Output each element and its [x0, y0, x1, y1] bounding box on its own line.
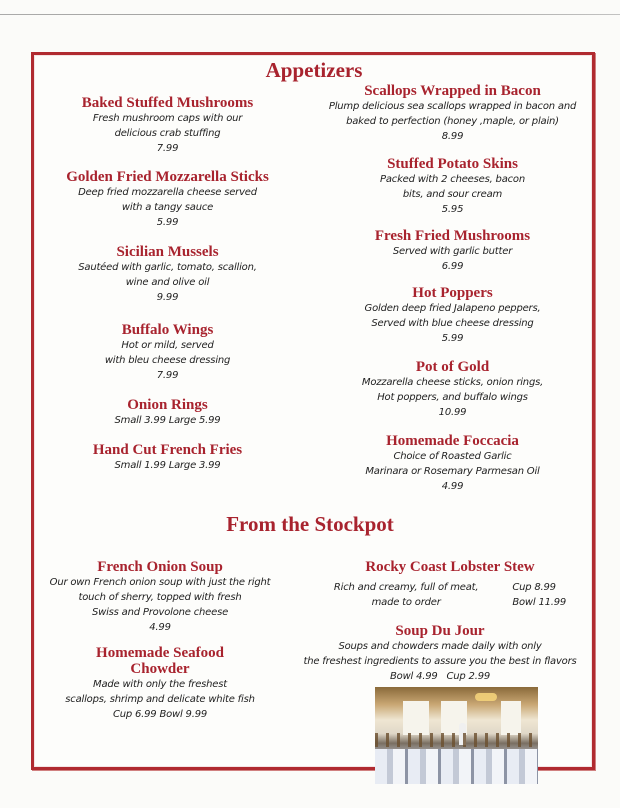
- menu-item: [320, 285, 585, 346]
- item-price: Bowl 4.99 Cup 2.99: [389, 671, 491, 682]
- menu-item: [290, 623, 590, 684]
- photo-window: [501, 701, 521, 735]
- menu-item: [30, 559, 290, 635]
- item-price: 10.99: [438, 407, 467, 418]
- photo-window: [403, 701, 429, 735]
- item-name: Golden Fried Mozzarella Sticks: [66, 169, 269, 185]
- dining-room-photo: [375, 687, 538, 784]
- item-name: Stuffed Potato Skins: [387, 156, 518, 172]
- item-description: with a tangy sauce: [121, 202, 214, 213]
- item-description: baked to perfection (honey ,maple, or plain): [346, 116, 559, 127]
- item-description: bits, and sour cream: [402, 189, 503, 200]
- item-price: 4.99: [149, 622, 171, 633]
- item-name: Buffalo Wings: [121, 322, 214, 338]
- photo-tables: [375, 749, 538, 784]
- item-description: Plump delicious sea scallops wrapped in bacon and: [328, 101, 577, 112]
- item-name: Pot of Gold: [415, 359, 490, 375]
- photo-chandelier: [475, 693, 497, 701]
- menu-item: [320, 433, 585, 494]
- item-price: 7.99: [156, 370, 179, 381]
- item-price: 7.99: [156, 143, 179, 154]
- menu-item: [320, 83, 585, 144]
- item-price: Cup 8.99: [512, 582, 556, 593]
- item-description: the freshest ingredients to assure you the best in flavors: [303, 656, 577, 667]
- item-description: Choice of Roasted Garlic: [393, 451, 512, 462]
- item-name: French Onion Soup: [97, 559, 223, 575]
- item-name: Sicilian Mussels: [116, 244, 219, 260]
- item-description: Our own French onion soup with just the right: [49, 577, 271, 588]
- menu-item: [320, 156, 585, 217]
- item-price: 6.99: [441, 261, 464, 272]
- item-price: 5.95: [441, 204, 464, 215]
- menu-item: [30, 645, 290, 722]
- menu-item: [40, 397, 295, 428]
- menu-item: [320, 359, 585, 420]
- item-description: Made with only the freshest: [93, 679, 227, 690]
- menu-item: [40, 322, 295, 383]
- item-name: Chowder: [130, 661, 190, 677]
- item-description: Soups and chowders made daily with only: [338, 641, 542, 652]
- item-name: Onion Rings: [127, 397, 208, 413]
- item-description: with bleu cheese dressing: [104, 355, 231, 366]
- item-price: 4.99: [441, 481, 464, 492]
- section-title-stockpot: From the Stockpot: [226, 512, 394, 536]
- item-description: touch of sherry, topped with fresh: [78, 592, 242, 603]
- item-price: Small 1.99 Large 3.99: [114, 460, 221, 471]
- item-price: Cup 6.99 Bowl 9.99: [112, 709, 208, 720]
- item-price: 5.99: [156, 217, 179, 228]
- item-description: Mozzarella cheese sticks, onion rings,: [361, 377, 544, 388]
- item-price: Bowl 11.99: [512, 597, 567, 608]
- item-name: Hot Poppers: [412, 285, 493, 301]
- menu-item: [310, 559, 590, 610]
- item-price: Small 3.99 Large 5.99: [114, 415, 221, 426]
- item-price: 5.99: [441, 333, 464, 344]
- item-description: Served with garlic butter: [392, 246, 513, 257]
- item-description: Sautéed with garlic, tomato, scallion,: [78, 262, 257, 273]
- item-name: Homemade Seafood: [96, 645, 224, 661]
- item-description: Hot poppers, and buffalo wings: [377, 392, 528, 403]
- item-description: Fresh mushroom caps with our: [92, 113, 243, 124]
- item-name: Homemade Foccacia: [386, 433, 519, 449]
- item-name: Baked Stuffed Mushrooms: [81, 95, 254, 111]
- item-description: Hot or mild, served: [121, 340, 214, 351]
- item-description: Marinara or Rosemary Parmesan Oil: [365, 466, 540, 477]
- item-price: 9.99: [156, 292, 179, 303]
- item-description: made to order: [371, 597, 441, 608]
- item-name: Fresh Fried Mushrooms: [374, 228, 531, 244]
- menu-item: [40, 169, 295, 230]
- item-description: Rich and creamy, full of meat,: [333, 582, 479, 593]
- item-description: Served with blue cheese dressing: [371, 318, 534, 329]
- item-description: Golden deep fried Jalapeno peppers,: [364, 303, 541, 314]
- item-description: Deep fried mozzarella cheese served: [78, 187, 257, 198]
- item-name: Hand Cut French Fries: [92, 442, 243, 458]
- item-price: 8.99: [441, 131, 464, 142]
- photo-chairs: [375, 733, 538, 747]
- section-title-appetizers: Appetizers: [265, 58, 363, 82]
- menu-item: [40, 442, 295, 473]
- item-name: Scallops Wrapped in Bacon: [364, 83, 541, 99]
- menu-item: [40, 95, 295, 156]
- item-description: Packed with 2 cheeses, bacon: [380, 174, 525, 185]
- item-description: Swiss and Provolone cheese: [91, 607, 229, 618]
- scan-edge-line: [0, 14, 620, 15]
- menu-item: [40, 244, 295, 305]
- item-description: scallops, shrimp and delicate white fish: [65, 694, 255, 705]
- item-name: Rocky Coast Lobster Stew: [365, 559, 535, 575]
- item-description: delicious crab stuffing: [114, 128, 221, 139]
- item-description: wine and olive oil: [125, 277, 210, 288]
- menu-item: [320, 228, 585, 274]
- item-name: Soup Du Jour: [395, 623, 485, 639]
- price-table: [334, 580, 566, 610]
